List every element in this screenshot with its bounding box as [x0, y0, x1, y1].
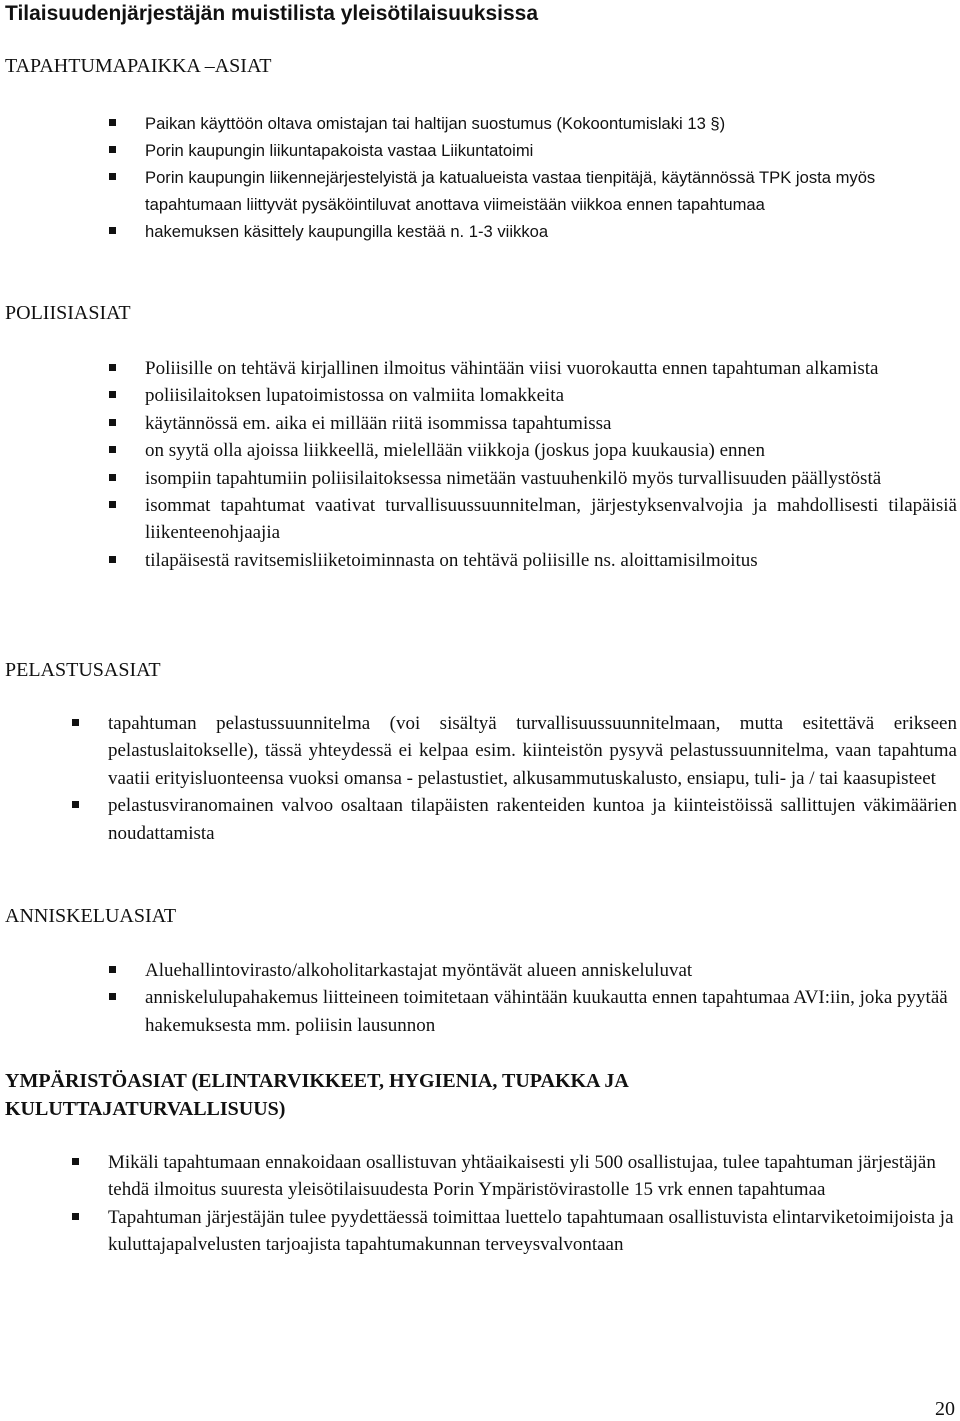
list-item: Mikäli tapahtumaan ennakoidaan osallistuvan yhtäaikaisesti yli 500 osallistujaa, tulee tapahtuman järjestäjän tehdä ilmoitus suuresta yleisötilaisuudesta Porin Ympäristövirastolle 15 vrk ennen tapahtumaa	[72, 1149, 957, 1204]
section-heading-pelastusasiat: PELASTUSASIAT	[5, 659, 161, 681]
square-bullet-icon	[109, 146, 116, 153]
list-item: hakemuksen käsittely kaupungilla kestää n. 1-3 viikkoa	[109, 218, 957, 245]
list-pelastusasiat	[72, 710, 957, 847]
square-bullet-icon	[109, 391, 116, 398]
list-poliisiasiat	[109, 355, 957, 574]
list-item: poliisilaitoksen lupatoimistossa on valmiita lomakkeita	[109, 382, 957, 409]
section-heading-poliisiasiat: POLIISIASIAT	[5, 302, 131, 324]
list-item: Aluehallintovirasto/alkoholitarkastajat myöntävät alueen anniskeluluvat	[109, 957, 957, 984]
square-bullet-icon	[109, 227, 116, 234]
list-item: tapahtuman pelastussuunnitelma (voi sisältyä turvallisuussuunnitelmaan, mutta esitettävä erikseen pelastuslaitokselle), tässä yhteydessä ei kelpaa esim. kiinteistön pysyvä pelastussuunnitelma, vaan tapahtuma vaatii erityisluonteensa vuoksi omansa - pelastustiet, alkusammutuskalusto, ensiapu, tuli- ja / tai kaasupisteet	[72, 710, 957, 792]
square-bullet-icon	[109, 966, 116, 973]
list-item: isompiin tapahtumiin poliisilaitoksessa nimetään vastuuhenkilö myös turvallisuuden päällystöstä	[109, 465, 957, 492]
page-number: 20	[935, 1398, 955, 1420]
list-item: pelastusviranomainen valvoo osaltaan tilapäisten rakenteiden kuntoa ja kiinteistöissä sallittujen väkimäärien noudattamista	[72, 792, 957, 847]
square-bullet-icon	[72, 801, 79, 808]
square-bullet-icon	[109, 173, 116, 180]
square-bullet-icon	[109, 419, 116, 426]
list-item: Paikan käyttöön oltava omistajan tai haltijan suostumus (Kokoontumislaki 13 §)	[109, 110, 957, 137]
section-heading-ymparistoasiat: YMPÄRISTÖASIAT (ELINTARVIKKEET, HYGIENIA, TUPAKKA JA KULUTTAJATURVALLISUUS)	[5, 1070, 628, 1120]
list-item: tilapäisestä ravitsemisliiketoiminnasta on tehtävä poliisille ns. aloittamisilmoitus	[109, 547, 957, 574]
square-bullet-icon	[72, 1213, 79, 1220]
list-item: anniskelulupahakemus liitteineen toimitetaan vähintään kuukautta ennen tapahtumaa AVI:iin, joka pyytää hakemuksesta mm. poliisin lausunnon	[109, 984, 957, 1039]
square-bullet-icon	[72, 719, 79, 726]
list-anniskeluasiat	[109, 957, 957, 1039]
list-item: Tapahtuman järjestäjän tulee pyydettäessä toimittaa luettelo tapahtumaan osallistuvista elintarviketoimijoista ja kuluttajapalvelusten tarjoajista tapahtumakunnan terveysvalvontaan	[72, 1204, 957, 1259]
square-bullet-icon	[109, 474, 116, 481]
document-title: Tilaisuudenjärjestäjän muistilista yleisötilaisuuksissa	[5, 2, 538, 25]
square-bullet-icon	[109, 446, 116, 453]
square-bullet-icon	[109, 119, 116, 126]
square-bullet-icon	[109, 501, 116, 508]
section-heading-anniskeluasiat: ANNISKELUASIAT	[5, 905, 177, 927]
list-item: Porin kaupungin liikennejärjestelyistä ja katualueista vastaa tienpitäjä, käytännössä TPK josta myös tapahtumaan liittyvät pysäköintiluvat anottava viimeistään viikkoa ennen tapahtumaa	[109, 164, 957, 218]
square-bullet-icon	[109, 556, 116, 563]
list-tapahtumapaikka	[109, 110, 957, 245]
list-item: on syytä olla ajoissa liikkeellä, mielellään viikkoja (joskus jopa kuukausia) ennen	[109, 437, 957, 464]
square-bullet-icon	[109, 364, 116, 371]
list-ymparistoasiat	[72, 1149, 957, 1259]
list-item: isommat tapahtumat vaativat turvallisuussuunnitelman, järjestyksenvalvojia ja mahdollisesti tilapäisiä liikenteenohjaajia	[109, 492, 957, 547]
square-bullet-icon	[72, 1158, 79, 1165]
list-item: Poliisille on tehtävä kirjallinen ilmoitus vähintään viisi vuorokautta ennen tapahtuman alkamista	[109, 355, 957, 382]
list-item: Porin kaupungin liikuntapakoista vastaa Liikuntatoimi	[109, 137, 957, 164]
section-heading-tapahtumapaikka: TAPAHTUMAPAIKKA –ASIAT	[5, 55, 272, 77]
square-bullet-icon	[109, 993, 116, 1000]
list-item: käytännössä em. aika ei millään riitä isommissa tapahtumissa	[109, 410, 957, 437]
